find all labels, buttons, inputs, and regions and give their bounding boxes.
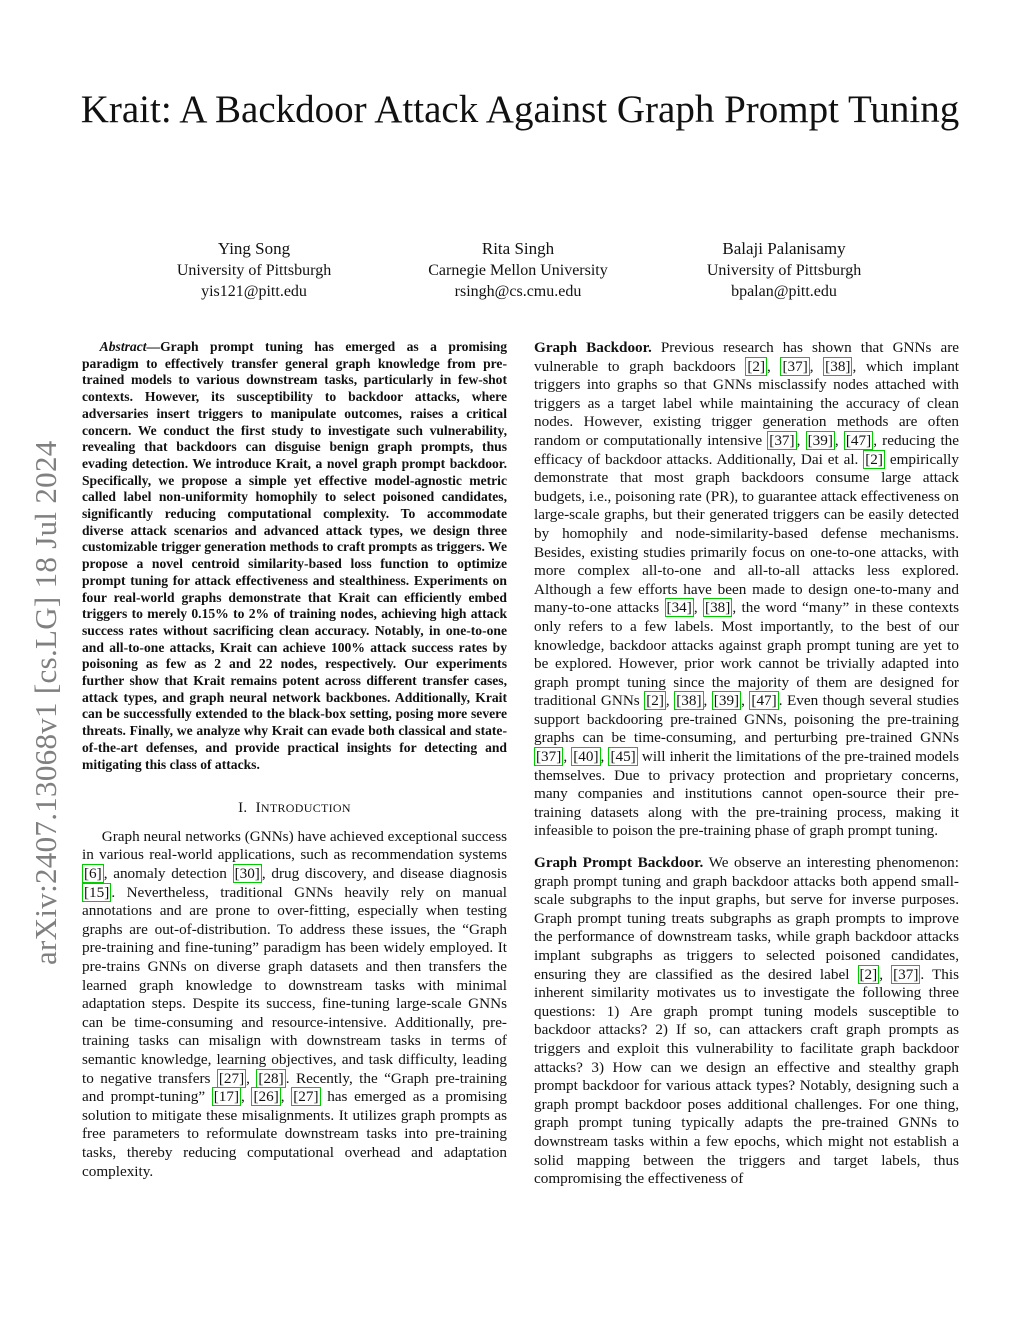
citation-link[interactable]: [37]: [536, 748, 562, 766]
subsection-heading: Graph Prompt Backdoor.: [534, 854, 704, 872]
abstract-text: —Graph prompt tuning has emerged as a promising paradigm to effectively transfer general graph knowledge from pre-trained models to various downstream tasks, particularly in few-shot contexts. However, its susceptibility to backdoor attacks, where adversaries insert triggers to manipulate outcomes, raises a critical concern. We conduct the first study to investigate such vulnerability, revealing that backdoors can disguise benign graph prompts, thus evading detection. We introduce Krait, a novel graph prompt backdoor. Specifically, we propose a simple yet effective model-agnostic metric called label non-uniformity homophily to select poisoned candidates, significantly reducing computational complexity. To accommodate diverse attack scenarios and advanced attack types, we design three customizable trigger generation methods to craft prompts as triggers. We propose a novel centroid similarity-based loss function to optimize prompt tuning for attack effectiveness and stealthiness. Experiments on four real-world graphs demonstrate that Krait can efficiently embed triggers to merely 0.15% to 2% of training nodes, achieving high attack success rates without sacrificing clean accuracy. Notably, in one-to-one and all-to-one attacks, Krait can achieve 100% attack success rates by poisoning as few as 2 and 22 nodes, respectively. Our experiments further show that Krait remains potent across different transfer cases, attack types, and graph neural network backbones. Additionally, Krait can be successfully extended to the black-box setting, posing more severe threats. Finally, we analyze why Krait can evade both classical and state-of-the-art defenses, and provide practical insights for detecting and mitigating this class of attacks.: [82, 339, 507, 772]
citation-link[interactable]: [15]: [84, 883, 110, 901]
intro-paragraph: Graph neural networks (GNNs) have achieved exceptional success in various real-world applications, such as recommendation systems [6] , anomaly detection [30] , drug discovery, and disease diagnosis [15] . Nevertheless, traditional GNNs heavily rely on manual annotations and are prone to over-fitting, especially when testing graphs are out-of-distribution. To address these issues, the “Graph pre-training and fine-tuning” paradigm has been widely employed. It pre-trains GNNs on diverse graph datasets and then transfers the learned graph knowledge to downstream tasks with minimal adaptation steps. Despite its success, fine-tuning large-scale GNNs can be time-consuming and resource-intensive. Additionally, pre-training tasks can misalign with downstream tasks in terms of semantic knowledge, learning objectives, and task difficulty, leading to negative transfers [27] , [28] . Recently, the “Graph pre-training and prompt-tuning” [17] , [26] , [27] has emerged as a promising solution to mitigate these misalignments. It utilizes graph prompts as free parameters to reformulate downstream tasks into pre-training tasks, thereby reducing computational overhead and adaptation complexity.: [82, 827, 508, 1180]
citation-link[interactable]: [39]: [713, 692, 740, 710]
author-email: yis121@pitt.edu: [201, 283, 307, 300]
citation-link[interactable]: [2]: [865, 450, 883, 468]
author-2: [388, 238, 648, 303]
citation-link[interactable]: [38]: [676, 692, 702, 710]
abstract: [82, 339, 507, 773]
citation-link[interactable]: [37]: [769, 431, 795, 449]
paper-title: Krait: A Backdoor Attack Against Graph Prompt Tuning: [80, 88, 960, 131]
citation-link[interactable]: [30]: [234, 865, 260, 883]
section-heading-introduction: I. INTRODUCTION: [238, 800, 351, 817]
abstract-label: Abstract: [99, 339, 147, 354]
author-1: [124, 238, 384, 303]
citation-link[interactable]: [47]: [751, 692, 777, 710]
citation-link[interactable]: [27]: [293, 1088, 319, 1106]
citation-link[interactable]: [27]: [218, 1069, 245, 1087]
citation-link[interactable]: [2]: [747, 357, 766, 375]
author-affiliation: Carnegie Mellon University: [428, 261, 608, 279]
citation-link[interactable]: [2]: [859, 965, 878, 983]
citation-link[interactable]: [6]: [84, 865, 102, 883]
citation-link[interactable]: [37]: [782, 357, 808, 375]
left-column: [82, 339, 507, 1181]
citation-link[interactable]: [17]: [213, 1088, 240, 1106]
citation-link[interactable]: [28]: [258, 1069, 284, 1087]
author-affiliation: University of Pittsburgh: [176, 261, 332, 279]
graph-prompt-backdoor-paragraph: Graph Prompt Backdoor. We observe an interesting phenomenon: graph prompt tuning and graph backdoor attacks both append small-scale subgraphs to the input graphs, but serve for inverse purposes. Graph prompt tuning treats subgraphs as graph prompts to improve the performance of downstream tasks, while graph backdoor attacks implant subgraphs as triggers to selected poisoned candidates, ensuring they are classified as the desired label [2] , [37] . This inherent similarity motivates us to investigate the following three questions: 1) Are graph prompt tuning models susceptible to backdoor attacks? 2) If so, can attackers craft graph prompts as triggers and exploit this vulnerability to facilitate graph backdoor attacks? 3) How can we design an effective and stealthy graph prompt backdoor for various attack types? Notably, designing such a graph prompt backdoor poses additional challenges. For one thing, graph prompt tuning typically adapts the pre-trained GNNs to downstream tasks within a few epochs, which might not establish a solid mapping between the triggers and target labels, thus compromising the effectiveness of: [534, 854, 960, 1188]
citation-link[interactable]: [45]: [610, 748, 636, 766]
author-name: Ying Song: [217, 239, 291, 258]
citation-link[interactable]: [38]: [825, 357, 851, 375]
citation-link[interactable]: [26]: [253, 1088, 279, 1106]
arxiv-side-label: arXiv:2407.13068v1 [cs.LG] 18 Jul 2024: [28, 440, 63, 965]
citation-link[interactable]: [2]: [646, 692, 664, 710]
author-email: bpalan@pitt.edu: [731, 283, 837, 300]
author-name: Balaji Palanisamy: [722, 239, 846, 258]
author-affiliation: University of Pittsburgh: [706, 261, 862, 279]
citation-link[interactable]: [38]: [705, 599, 731, 617]
citation-link[interactable]: [34]: [666, 599, 692, 617]
graph-backdoor-paragraph: Graph Backdoor. Previous research has shown that GNNs are vulnerable to graph backdoors [2] , [37] , [38] , which implant triggers into graphs so that GNNs misclassify nodes attached with triggers as a target label while maintaining the accuracy of clean nodes. However, existing trigger generation methods are often random or computationally intensive [37] , [39] , [47] , reducing the efficacy of backdoor attacks. Additionally, Dai et al. [2] empirically demonstrate that most graph backdoors consume large attack budgets, i.e., poisoning rate (PR), to guarantee attack effectiveness on large-scale graphs, but their generated triggers can be easily detected by homophily and node-similarity-based defense mechanisms. Besides, existing studies primarily focus on one-to-one attacks, with more complex all-to-one and all-to-all attacks less explored. Although a few efforts have been made to design one-to-many and many-to-one attacks [34] , [38] , the word “many” in these contexts only refers to a few labels. Most importantly, to the best of our knowledge, backdoor attacks against graph prompt tuning are yet to be explored. However, prior work cannot be trivially adapted into graph prompt tuning since the majority of them are designed for traditional GNNs [2] , [38] , [39] , [47] . Even though several studies support backdooring pre-trained GNNs, poisoning the pre-training graphs can be time-consuming, and perturbing pre-trained GNNs [37] , [40] , [45] will inherit the limitations of the pre-trained models themselves. Due to privacy protection and proprietary concerns, many companies and institutions cannot open-source their pre-training datasets along with the pre-training process, making it infeasible to poison the pre-training phase of graph prompt tuning.: [534, 339, 960, 840]
author-email: rsingh@cs.cmu.edu: [454, 283, 582, 300]
citation-link[interactable]: [39]: [807, 431, 833, 449]
right-column: [534, 339, 959, 1189]
subsection-heading: Graph Backdoor.: [534, 339, 652, 356]
citation-link[interactable]: [40]: [573, 748, 599, 766]
citation-link[interactable]: [37]: [893, 965, 919, 983]
citation-link[interactable]: [47]: [845, 431, 872, 449]
author-name: Rita Singh: [481, 239, 555, 258]
author-3: [654, 238, 914, 303]
